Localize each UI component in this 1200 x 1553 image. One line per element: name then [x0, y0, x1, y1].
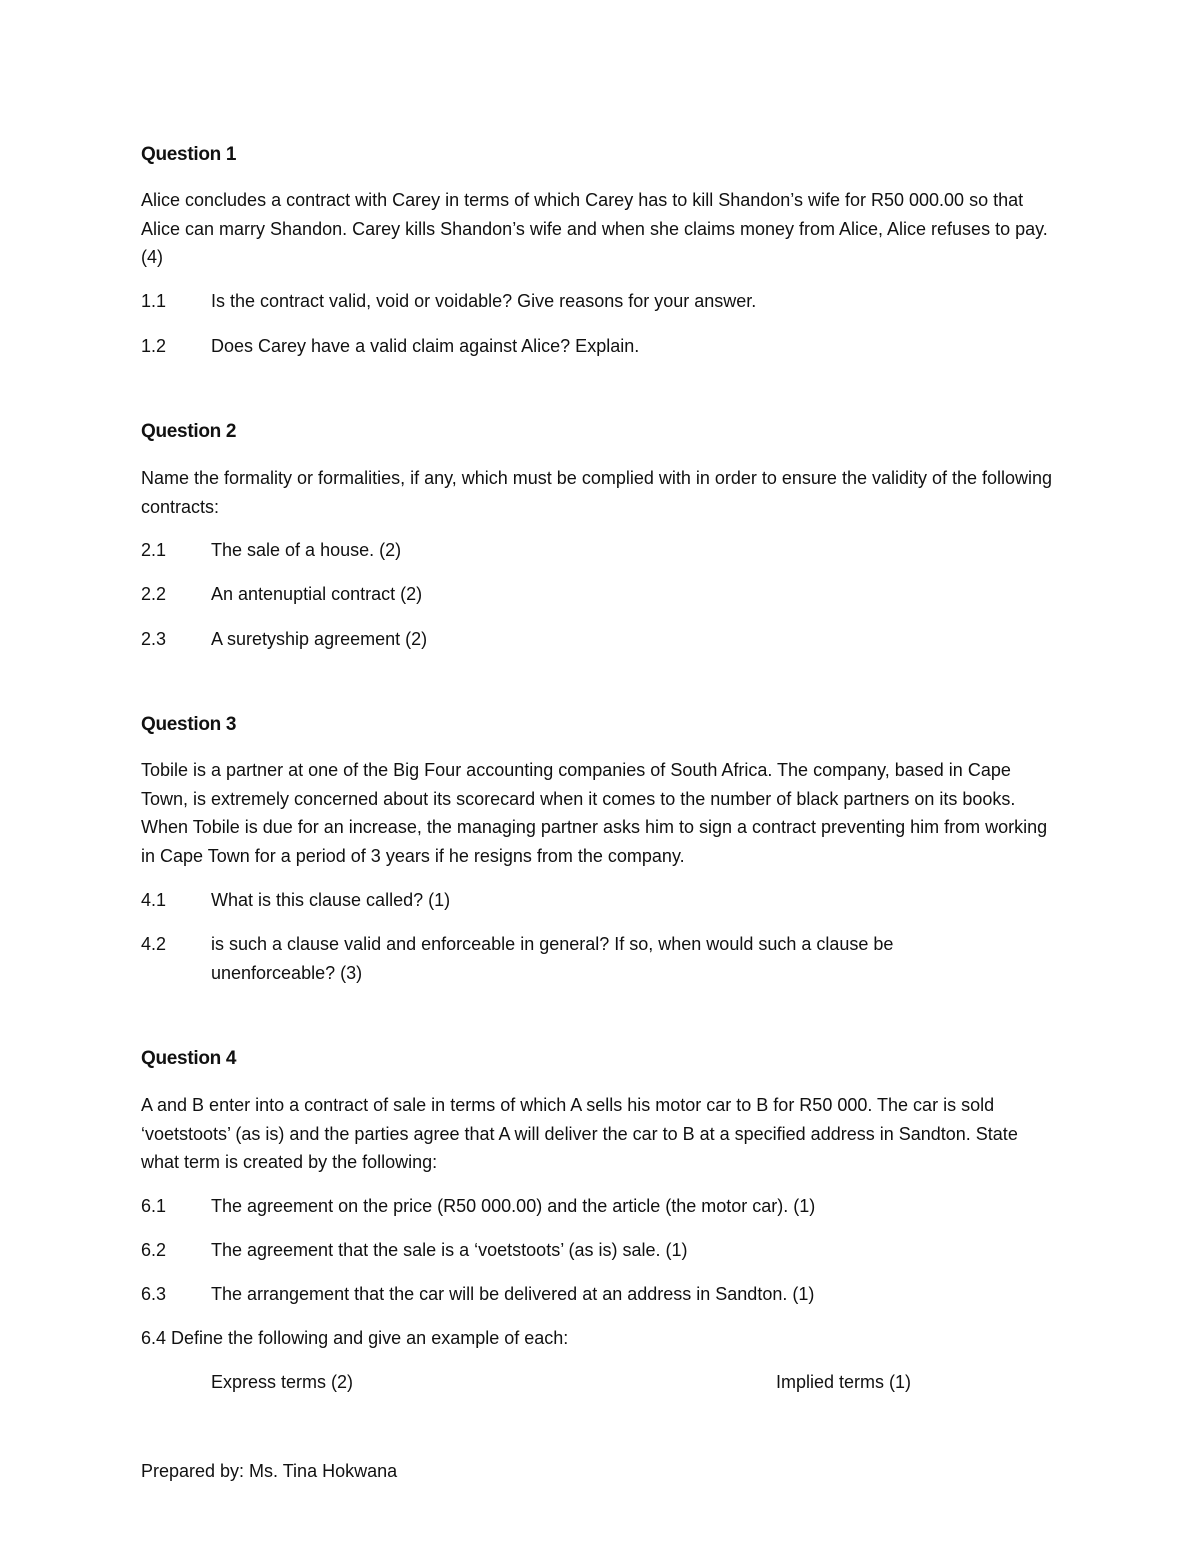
- item-text: What is this clause called? (1): [211, 890, 451, 910]
- item-number: 1.1: [141, 291, 167, 311]
- question-3-heading: Question 3: [141, 714, 237, 735]
- implied-terms-label: Implied terms (1): [776, 1372, 912, 1392]
- item-number: 6.2: [141, 1240, 167, 1260]
- item-text: Is the contract valid, void or voidable? Give reasons for your answer.: [211, 291, 757, 311]
- question-4-intro: A and B enter into a contract of sale in terms of which A sells his motor car to B for R50 000. The car is sold ‘voetstoots’ (as is) and the parties agree that A will deliver the car to B at a specified address in Sandton. State what term is created by the following:: [141, 1095, 1018, 1172]
- item-text: is such a clause valid and enforceable in general? If so, when would such a clause be unenforceable? (3): [211, 934, 894, 983]
- express-terms-label: Express terms (2): [211, 1372, 354, 1392]
- item-number: 2.1: [141, 540, 167, 560]
- item-number: 6.1: [141, 1196, 167, 1216]
- item-number: 2.3: [141, 629, 167, 649]
- item-number: 4.1: [141, 890, 167, 910]
- question-4-heading: Question 4: [141, 1048, 237, 1069]
- question-1-heading: Question 1: [141, 144, 237, 165]
- question-3-intro: Tobile is a partner at one of the Big Four accounting companies of South Africa. The company, based in Cape Town, is extremely concerned about its scorecard when it comes to the number of black partners on its books. When Tobile is due for an increase, the managing partner asks him to sign a contract preventing him from working in Cape Town for a period of 3 years if he resigns from the company.: [141, 760, 1048, 866]
- question-2-intro: Name the formality or formalities, if any, which must be complied with in order to ensure the validity of the following contracts:: [141, 468, 1053, 517]
- item-number: 1.2: [141, 336, 167, 356]
- prepared-by-footer: Prepared by: Ms. Tina Hokwana: [141, 1461, 398, 1481]
- item-text: A suretyship agreement (2): [211, 629, 428, 649]
- item-text: The arrangement that the car will be delivered at an address in Sandton. (1): [211, 1284, 815, 1304]
- item-number: 4.2: [141, 934, 167, 954]
- question-2-heading: Question 2: [141, 421, 237, 442]
- item-text: An antenuptial contract (2): [211, 584, 423, 604]
- item-text: The agreement that the sale is a ‘voetstoots’ (as is) sale. (1): [211, 1240, 688, 1260]
- question-1-intro: Alice concludes a contract with Carey in terms of which Carey has to kill Shandon’s wife for R50 000.00 so that Alice can marry Shandon. Carey kills Shandon’s wife and when she claims money from Alice, Alice refuses to pay. (4): [141, 190, 1048, 267]
- item-number: 2.2: [141, 584, 167, 604]
- item-text: The agreement on the price (R50 000.00) and the article (the motor car). (1): [211, 1196, 816, 1216]
- item-text: The sale of a house. (2): [211, 540, 402, 560]
- item-text: Does Carey have a valid claim against Alice? Explain.: [211, 336, 640, 356]
- item-number: 6.3: [141, 1284, 167, 1304]
- define-instruction: 6.4 Define the following and give an example of each:: [141, 1328, 569, 1348]
